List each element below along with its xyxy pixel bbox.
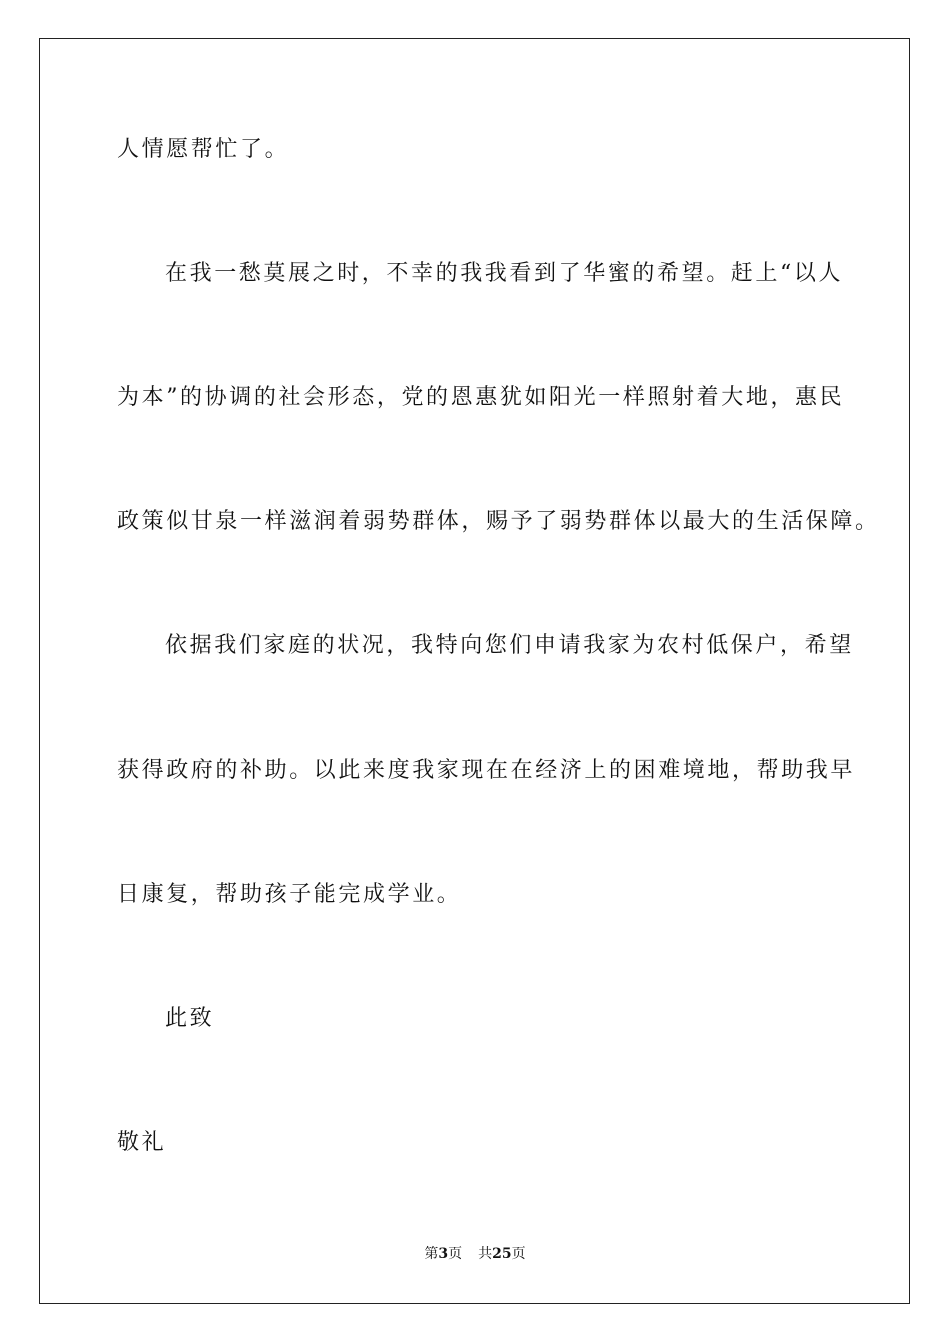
page-prefix: 第 (424, 1246, 439, 1262)
paragraph-line-6: 获得政府的补助。以此来度我家现在在经济上的困难境地，帮助我早 (117, 758, 856, 783)
paragraph-line-4: 政策似甘泉一样滋润着弱势群体，赐予了弱势群体以最大的生活保障。 (117, 509, 880, 534)
paragraph-line-2: 在我一愁莫展之时，不幸的我我看到了华蜜的希望。赶上“以人 (165, 261, 844, 286)
paragraph-line-7: 日康复，帮助孩子能完成学业。 (117, 882, 462, 907)
page-suffix: 页 (448, 1246, 463, 1262)
total-pages: 25 (492, 1246, 512, 1262)
closing-regards: 敬礼 (117, 1130, 167, 1155)
page-border (39, 38, 910, 1304)
page-footer (0, 1244, 950, 1264)
paragraph-line-3: 为本”的协调的社会形态，党的恩惠犹如阳光一样照射着大地，惠民 (117, 385, 845, 410)
total-suffix: 页 (511, 1246, 526, 1262)
page-number: 3 (438, 1246, 449, 1262)
paragraph-line-5: 依据我们家庭的状况，我特向您们申请我家为农村低保户，希望 (165, 633, 854, 658)
paragraph-line-1: 人情愿帮忙了。 (117, 137, 290, 162)
total-prefix: 共 (478, 1246, 493, 1262)
closing-salutation: 此致 (165, 1006, 215, 1031)
